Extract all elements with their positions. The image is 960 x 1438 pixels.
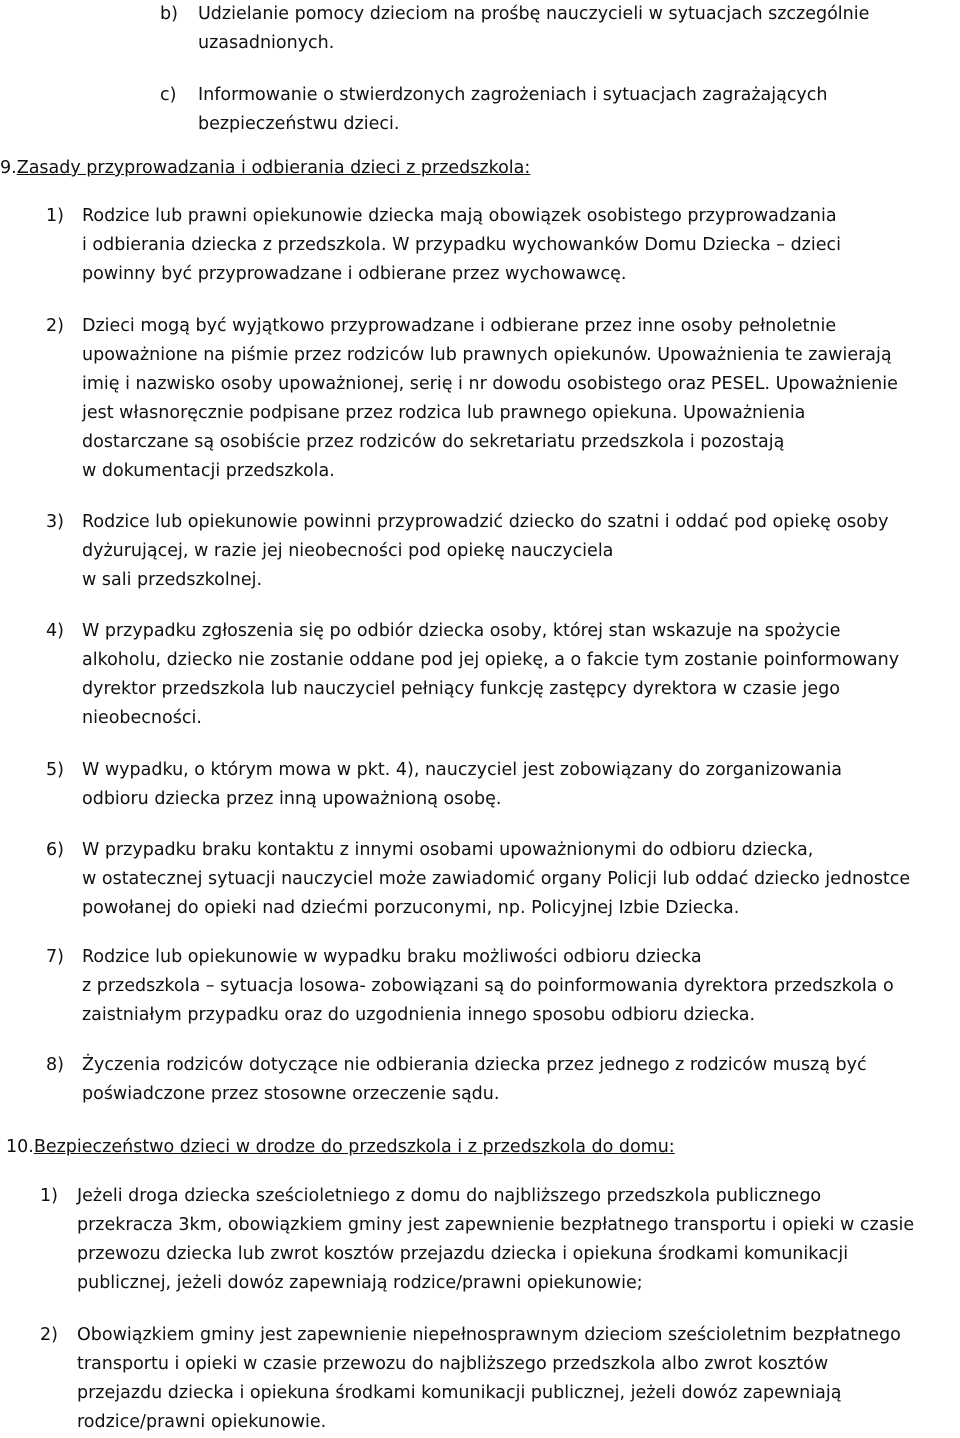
item-marker: 8) [46, 1055, 64, 1075]
item-text: Rodzice lub opiekunowie w wypadku braku możliwości odbioru dziecka z przedszkola – sytuacja losowa- zobowiązani są do poinformowania dyrektora przedszkola o zaistniałym przypadku oraz do uzgodnienia innego sposobu odbioru dziecka. [82, 947, 894, 1025]
item-text: Życzenia rodziców dotyczące nie odbierania dziecka przez jednego z rodziców muszą być poświadczone przez stosowne orzeczenie sądu. [82, 1055, 867, 1104]
item-text: Obowiązkiem gminy jest zapewnienie niepełnosprawnym dzieciom sześcioletnim bezpłatnego transportu i opieki w czasie przewozu do najbliższego przedszkola albo zwrot kosztów przejazdu dziecka i opiekuna środkami komunikacji publicznej, jeżeli dowóz zapewniają rodzice/prawni opiekunowie. [77, 1325, 901, 1432]
section-10-heading [6, 1133, 675, 1162]
item-marker: 4) [46, 621, 64, 641]
item-text: Dzieci mogą być wyjątkowo przyprowadzane i odbierane przez inne osoby pełnoletnie upoważnione na piśmie przez rodziców lub prawnych opiekunów. Upoważnienia te zawierają imię i nazwisko osoby upoważnionej, serię i nr dowodu osobistego oraz PESEL. Upoważnienie jest własnoręcznie podpisane przez rodzica lub prawnego opiekuna. Upoważnienia dostarczane są osobiście przez rodziców do sekretariatu przedszkola i pozostają w dokumentacji przedszkola. [82, 316, 898, 481]
item-marker: 6) [46, 840, 64, 860]
item-marker: 1) [40, 1186, 58, 1206]
item-marker: 7) [46, 947, 64, 967]
section-number: 9. [0, 158, 17, 178]
item-text: W przypadku zgłoszenia się po odbiór dziecka osoby, której stan wskazuje na spożycie alkoholu, dziecko nie zostanie oddane pod jej opiekę, a o fakcie tym zostanie poinformowany dyrektor przedszkola lub nauczyciel pełniący funkcję zastępcy dyrektora w czasie jego nieobecności. [82, 621, 900, 728]
item-marker: 5) [46, 760, 64, 780]
item-marker: 2) [46, 316, 64, 336]
section-number: 10. [6, 1137, 34, 1157]
item-marker: b) [160, 4, 178, 24]
item-text: Jeżeli droga dziecka sześcioletniego z domu do najbliższego przedszkola publicznego przekracza 3km, obowiązkiem gminy jest zapewnienie bezpłatnego transportu i opieki w czasie przewozu dziecka lub zwrot kosztów przejazdu dziecka i opiekuna środkami komunikacji publicznej, jeżeli dowóz zapewniają rodzice/prawni opiekunowie; [77, 1186, 915, 1293]
section-title: Bezpieczeństwo dzieci w drodze do przedszkola i z przedszkola do domu: [33, 1137, 675, 1157]
item-text: W przypadku braku kontaktu z innymi osobami upoważnionymi do odbioru dziecka, w ostatecznej sytuacji nauczyciel może zawiadomić organy Policji lub oddać dziecko jednostce powołanej do opieki nad dziećmi porzuconymi, np. Policyjnej Izbie Dziecka. [82, 840, 911, 918]
section-9-heading [0, 154, 530, 183]
section-title: Zasady przyprowadzania i odbierania dzieci z przedszkola: [16, 158, 531, 178]
item-marker: 3) [46, 512, 64, 532]
item-text: Udzielanie pomocy dzieciom na prośbę nauczycieli w sytuacjach szczególnie uzasadnionych. [198, 4, 870, 53]
item-text: Rodzice lub opiekunowie powinni przyprowadzić dziecko do szatni i oddać pod opiekę osoby dyżurującej, w razie jej nieobecności pod opiekę nauczyciela w sali przedszkolnej. [82, 512, 889, 590]
item-marker: 1) [46, 206, 64, 226]
item-marker: 2) [40, 1325, 58, 1345]
item-text: W wypadku, o którym mowa w pkt. 4), nauczyciel jest zobowiązany do zorganizowania odbioru dziecka przez inną upoważnioną osobę. [82, 760, 842, 809]
item-marker: c) [160, 85, 177, 105]
item-text: Informowanie o stwierdzonych zagrożeniach i sytuacjach zagrażających bezpieczeństwu dzieci. [198, 85, 828, 134]
item-text: Rodzice lub prawni opiekunowie dziecka mają obowiązek osobistego przyprowadzania i odbierania dziecka z przedszkola. W przypadku wychowanków Domu Dziecka – dzieci powinny być przyprowadzane i odbierane przez wychowawcę. [82, 206, 841, 284]
